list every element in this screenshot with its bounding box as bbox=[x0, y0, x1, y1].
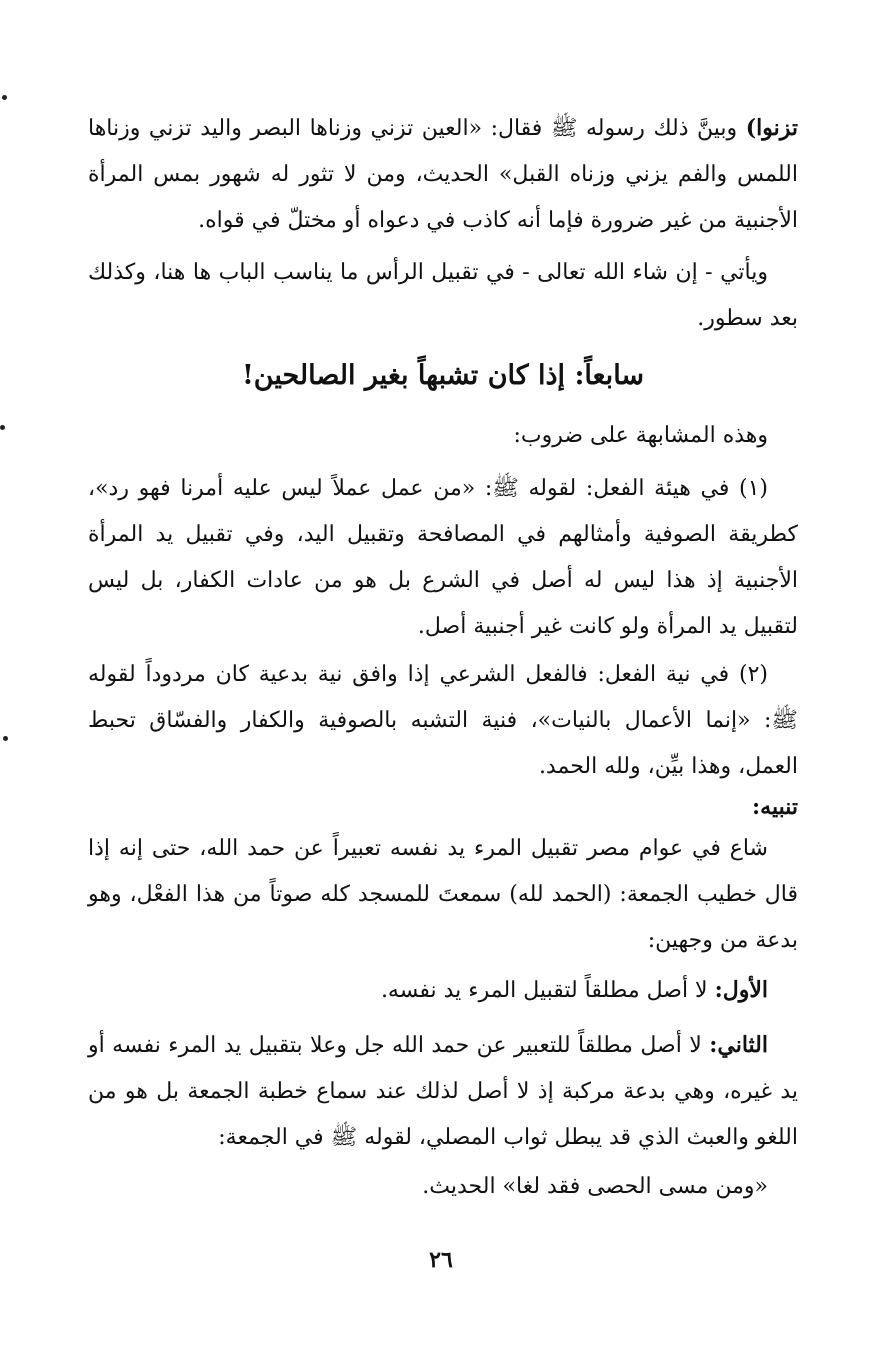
paragraph-intention-of-act: (٢) في نية الفعل: فالفعل الشرعي إذا وافق نية بدعية كان مردوداً لقوله ﷺ: «إنما الأعمال بالنيات»، فنية التشبه بالصوفية والكفار والفسّاق تحبط العمل، وهذا بيِّن، ولله الحمد. bbox=[88, 662, 798, 779]
paragraph-text: لا أصل مطلقاً لتقبيل المرء يد نفسه. bbox=[380, 978, 715, 1003]
paragraph-note-body: شاع في عوام مصر تقبيل المرء يد نفسه تعبيراً عن حمد الله، حتى إنه إذا قال خطيب الجمعة: (الحمد لله) سمعتَ للمسجد كله صوتاً من هذا الفعْل، وهو بدعة من وجهين: bbox=[88, 836, 798, 953]
paragraph-text: وبينَّ ذلك رسوله ﷺ فقال: «العين تزني وزناها البصر واليد تزني وزناها اللمس والفم يزني وزناه القبل» الحديث، ومن لا تثور له شهور بمس المرأة الأجنبية من غير ضرورة فإما أنه كاذب في دعواه أو مختلّ في قواه. bbox=[88, 116, 798, 233]
margin-dot bbox=[2, 95, 7, 100]
paragraph-hadith-quote: «ومن مسى الحصى فقد لغا» الحديث. bbox=[422, 1174, 768, 1199]
paragraph-lead: الثاني: bbox=[709, 1032, 768, 1058]
paragraph-forward-reference: ويأتي - إن شاء الله تعالى - في تقبيل الرأس ما يناسب الباب ها هنا، وكذلك بعد سطور. bbox=[88, 260, 798, 331]
note-heading: تنبيه: bbox=[752, 794, 798, 820]
paragraph-form-of-act: (١) في هيئة الفعل: لقوله ﷺ: «من عمل عملاً ليس عليه أمرنا فهو رد»، كطريقة الصوفية وأمثالهم في المصافحة وتقبيل اليد، وفي تقبيل يد المرأة الأجنبية إذ هذا ليس له أصل في الشرع بل هو من عادات الكفار، بل ليس لتقبيل يد المرأة ولو كانت غير أجنبية أصل. bbox=[88, 476, 798, 639]
paragraph-text: لا أصل مطلقاً للتعبير عن حمد الله جل وعلا بتقبيل يد المرء نفسه أو يد غيره، وهي بدعة مركبة إذ لا أصل لذلك عند سماع خطبة الجمعة بل هو من اللغو والعبث الذي قد يبطل ثواب المصلي، لقوله ﷺ في الجمعة: bbox=[88, 1033, 798, 1150]
page-number: ٢٦ bbox=[429, 1247, 453, 1273]
margin-dot bbox=[3, 736, 8, 741]
paragraph-first-reason bbox=[88, 967, 798, 1014]
paragraph-second-reason bbox=[88, 1022, 798, 1161]
paragraph-zina-of-limbs bbox=[88, 105, 798, 244]
paragraph-lead: تزنوا) bbox=[745, 115, 798, 141]
margin-dot bbox=[0, 425, 5, 430]
paragraph-types-intro: وهذه المشابهة على ضروب: bbox=[513, 423, 768, 448]
section-heading: سابعاً: إذا كان تشبهاً بغير الصالحين! bbox=[241, 360, 645, 391]
paragraph-lead: الأول: bbox=[714, 977, 768, 1003]
